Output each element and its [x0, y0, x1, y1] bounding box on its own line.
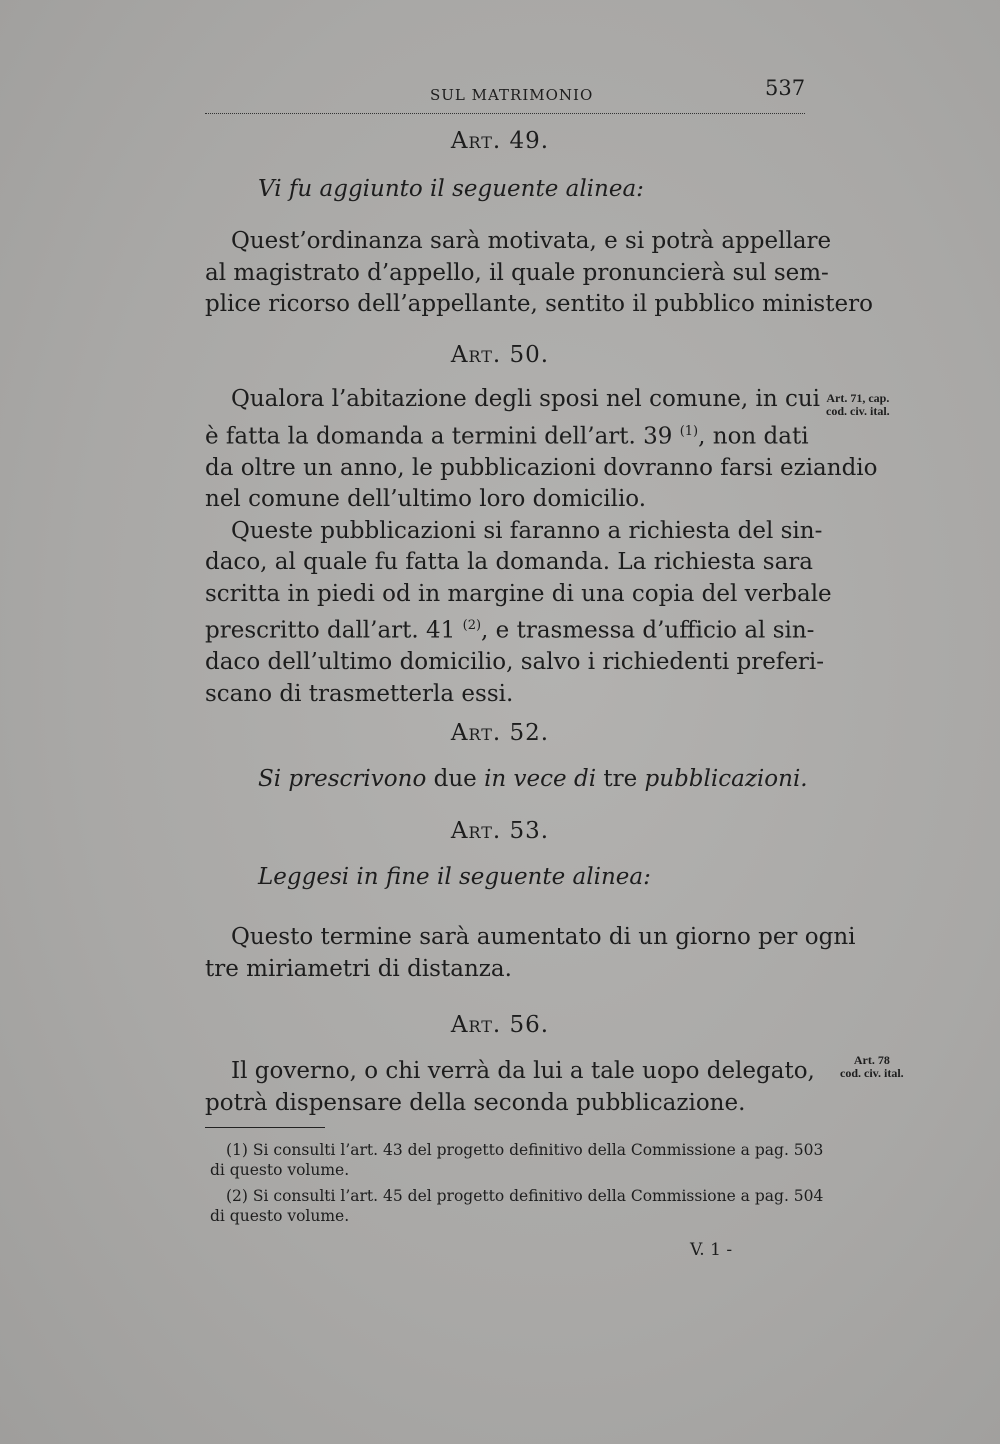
art-53-heading: Art. 53.	[450, 818, 550, 844]
text-line: da oltre un anno, le pubblicazioni dovranno farsi eziandio	[205, 454, 878, 481]
art-52-text: Si prescrivono due in vece di tre pubblicazioni.	[258, 766, 808, 792]
text-line: daco, al quale fu fatta la domanda. La richiesta sara	[205, 549, 814, 576]
margin-note-art-50: Art. 71, cap. cod. civ. ital.	[826, 391, 890, 418]
text-line: plice ricorso dell’appellante, sentito il pubblico ministero	[205, 291, 873, 317]
art-53-text	[205, 922, 856, 985]
text-line: è fatta la domanda a termini dell’art. 39 $^{(1)}$, non dati	[205, 423, 809, 450]
header-rule	[205, 113, 805, 114]
text-line: nel comune dell’ultimo loro domicilio.	[205, 486, 647, 513]
signature-mark: V. 1 -	[690, 1240, 733, 1260]
art-52-heading: Art. 52.	[450, 720, 550, 746]
text-line: Queste pubblicazioni si faranno a richiesta del sin-	[231, 517, 823, 544]
footnote-1: (1) Si consulti l’art. 43 del progetto definitivo della Commissione a pag. 503 di questo volume.	[210, 1141, 824, 1179]
art-53-intro: Leggesi in fine il seguente alinea:	[258, 864, 651, 890]
art-49-text	[205, 226, 873, 321]
text-line: Qualora l’abitazione degli sposi nel comune, in cui	[231, 386, 821, 412]
text-line: scano di trasmetterla essi.	[205, 680, 514, 707]
footnote-rule	[205, 1127, 325, 1128]
art-56-heading: Art. 56.	[450, 1012, 550, 1038]
text-line: Il governo, o chi verrà da lui a tale uopo delegato,	[231, 1058, 815, 1084]
text-line: Questo termine sarà aumentato di un giorno per ogni	[231, 924, 856, 950]
art-49-heading: Art. 49.	[450, 128, 550, 154]
footnote-ref-2[interactable]: (2)	[462, 618, 482, 634]
art-56-text	[205, 1056, 815, 1119]
art-50-heading: Art. 50.	[450, 342, 550, 368]
text-line: tre miriametri di distanza.	[205, 955, 512, 982]
page-number: 537	[765, 76, 806, 100]
text-line: scritta in piedi od in margine di una copia del verbale	[205, 580, 832, 607]
footnote-ref-1[interactable]: (1)	[679, 423, 699, 439]
text-line: potrà dispensare della seconda pubblicazione.	[205, 1089, 746, 1116]
running-head: SUL MATRIMONIO	[430, 86, 594, 104]
footnote-2: (2) Si consulti l’art. 45 del progetto definitivo della Commissione a pag. 504 di questo volume.	[210, 1187, 824, 1225]
text-line: Quest’ordinanza sarà motivata, e si potrà appellare	[231, 228, 832, 254]
text-line: prescritto dall’art. 41 $^{(2)}$, e trasmessa d’ufficio al sin-	[205, 617, 815, 644]
text-line: daco dell’ultimo domicilio, salvo i richiedenti preferi-	[205, 649, 825, 676]
text-line: al magistrato d’appello, il quale pronuncierà sul sem-	[205, 259, 829, 286]
margin-note-art-56: Art. 78 cod. civ. ital.	[840, 1053, 904, 1080]
art-49-intro: Vi fu aggiunto il seguente alinea:	[258, 176, 644, 202]
